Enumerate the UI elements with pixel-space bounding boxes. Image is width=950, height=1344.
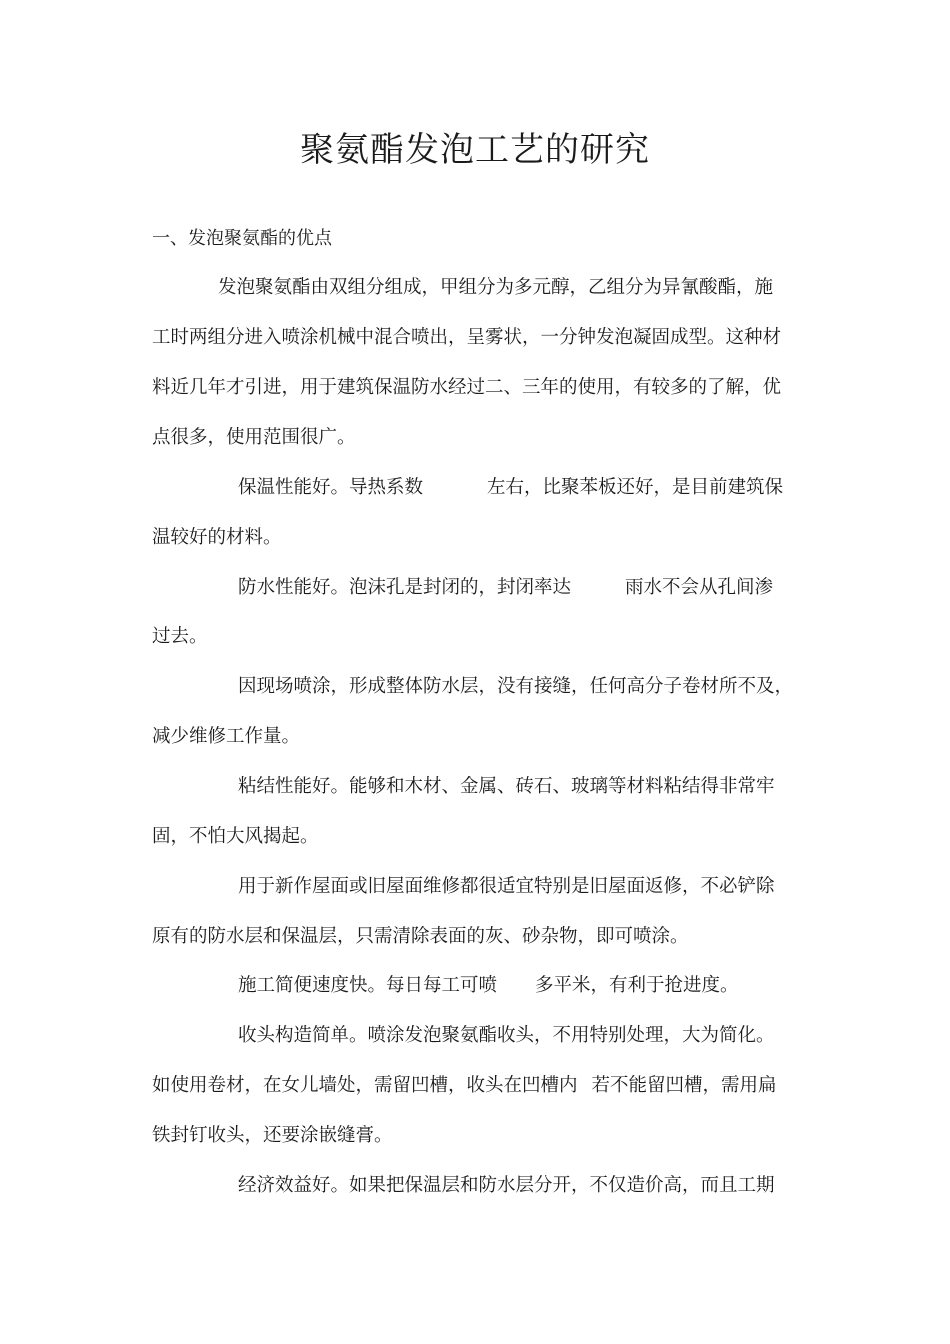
- paragraph-1-line-2: 工时两组分进入喷涂机械中混合喷出，呈雾状，一分钟发泡凝固成型。这种材: [152, 327, 782, 348]
- paragraph-8-text-b: 若不能留凹槽，需用扁: [591, 1075, 777, 1096]
- paragraph-2-text-a: 保温性能好。导热系数: [238, 477, 424, 498]
- paragraph-2-line-2: 温较好的材料。: [152, 527, 282, 548]
- paragraph-1-line-4: 点很多，使用范围很广。: [152, 427, 356, 448]
- section-heading: 一、发泡聚氨酯的优点: [152, 228, 332, 249]
- paragraph-8-line-1: 收头构造简单。喷涂发泡聚氨酯收头，不用特别处理，大为简化。: [238, 1025, 775, 1046]
- paragraph-8-text-a: 如使用卷材，在女儿墙处，需留凹槽，收头在凹槽内: [152, 1075, 578, 1096]
- paragraph-3-line-1: [238, 573, 773, 603]
- paragraph-1-line-3: 料近几年才引进，用于建筑保温防水经过二、三年的使用，有较多的了解，优: [152, 377, 782, 398]
- paragraph-7-line-1: [238, 971, 739, 1001]
- paragraph-3-text-b: 雨水不会从孔间渗: [625, 577, 774, 598]
- paragraph-2-line-1: [238, 473, 783, 503]
- paragraph-8-line-2: [152, 1071, 777, 1101]
- paragraph-2-text-b: 左右，比聚苯板还好，是目前建筑保: [487, 477, 784, 498]
- paragraph-3-text-a: 防水性能好。泡沫孔是封闭的，封闭率达: [238, 577, 572, 598]
- paragraph-1-line-1: 发泡聚氨酯由双组分组成，甲组分为多元醇，乙组分为异氰酸酯，施: [218, 277, 774, 298]
- document-title: 聚氨酯发泡工艺的研究: [300, 130, 650, 170]
- paragraph-8-line-3: 铁封钉收头，还要涂嵌缝膏。: [152, 1125, 393, 1146]
- paragraph-7-text-b: 多平米，有利于抢进度。: [535, 975, 739, 996]
- paragraph-5-line-2: 固，不怕大风揭起。: [152, 826, 319, 847]
- paragraph-4-line-1: 因现场喷涂，形成整体防水层，没有接缝，任何高分子卷材所不及，: [238, 676, 794, 697]
- paragraph-7-text-a: 施工简便速度快。每日每工可喷: [238, 975, 498, 996]
- paragraph-3-line-2: 过去。: [152, 626, 208, 647]
- paragraph-4-line-2: 减少维修工作量。: [152, 726, 301, 747]
- paragraph-6-line-2: 原有的防水层和保温层，只需清除表面的灰、砂杂物，即可喷涂。: [152, 926, 689, 947]
- paragraph-5-line-1: 粘结性能好。能够和木材、金属、砖石、玻璃等材料粘结得非常牢: [238, 776, 775, 797]
- paragraph-6-line-1: 用于新作屋面或旧屋面维修都很适宜特别是旧屋面返修，不必铲除: [238, 876, 775, 897]
- paragraph-9-line-1: 经济效益好。如果把保温层和防水层分开，不仅造价高，而且工期: [238, 1175, 775, 1196]
